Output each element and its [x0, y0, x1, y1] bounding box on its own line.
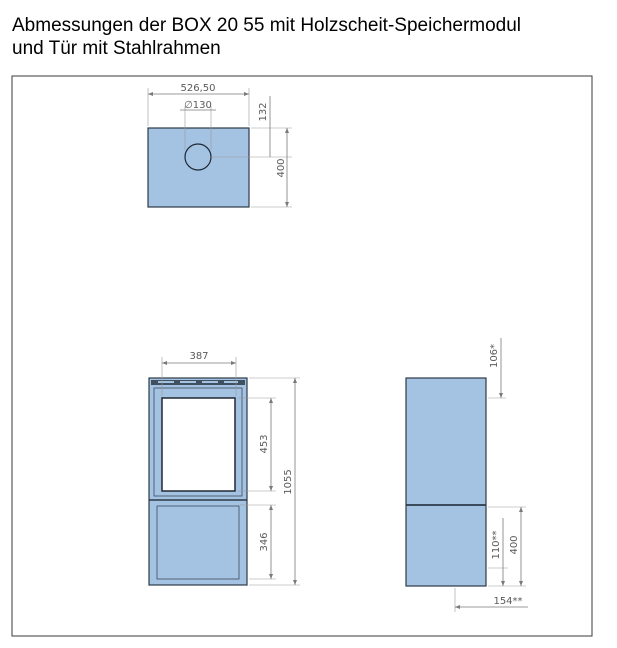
total-height-label: 1055	[283, 469, 294, 495]
side-lower-label-2: 400	[509, 535, 520, 555]
side-view-body	[406, 378, 486, 586]
side-top-label: 106*	[489, 343, 500, 369]
top-width-label: 526,50	[180, 83, 216, 94]
title-line-2: und Tür mit Stahlrahmen	[12, 38, 221, 59]
drawing-frame	[12, 76, 592, 636]
side-view	[406, 338, 528, 612]
top-depth-label: 400	[276, 158, 287, 178]
flue-outlet	[185, 144, 211, 170]
front-view	[149, 351, 300, 585]
side-bottom-label: 154**	[493, 596, 523, 607]
top-view	[148, 83, 292, 207]
lower-height-label: 346	[259, 532, 270, 552]
side-lower-label-1: 110**	[491, 530, 502, 560]
flue-diameter-label: ∅130	[184, 100, 212, 111]
window-height-label: 453	[259, 434, 270, 454]
door-window	[162, 398, 235, 491]
flue-offset-label: 132	[258, 102, 269, 122]
front-width-label: 387	[189, 351, 209, 362]
title-line-1: Abmessungen der BOX 20 55 mit Holzscheit-Speichermodul	[12, 15, 522, 36]
